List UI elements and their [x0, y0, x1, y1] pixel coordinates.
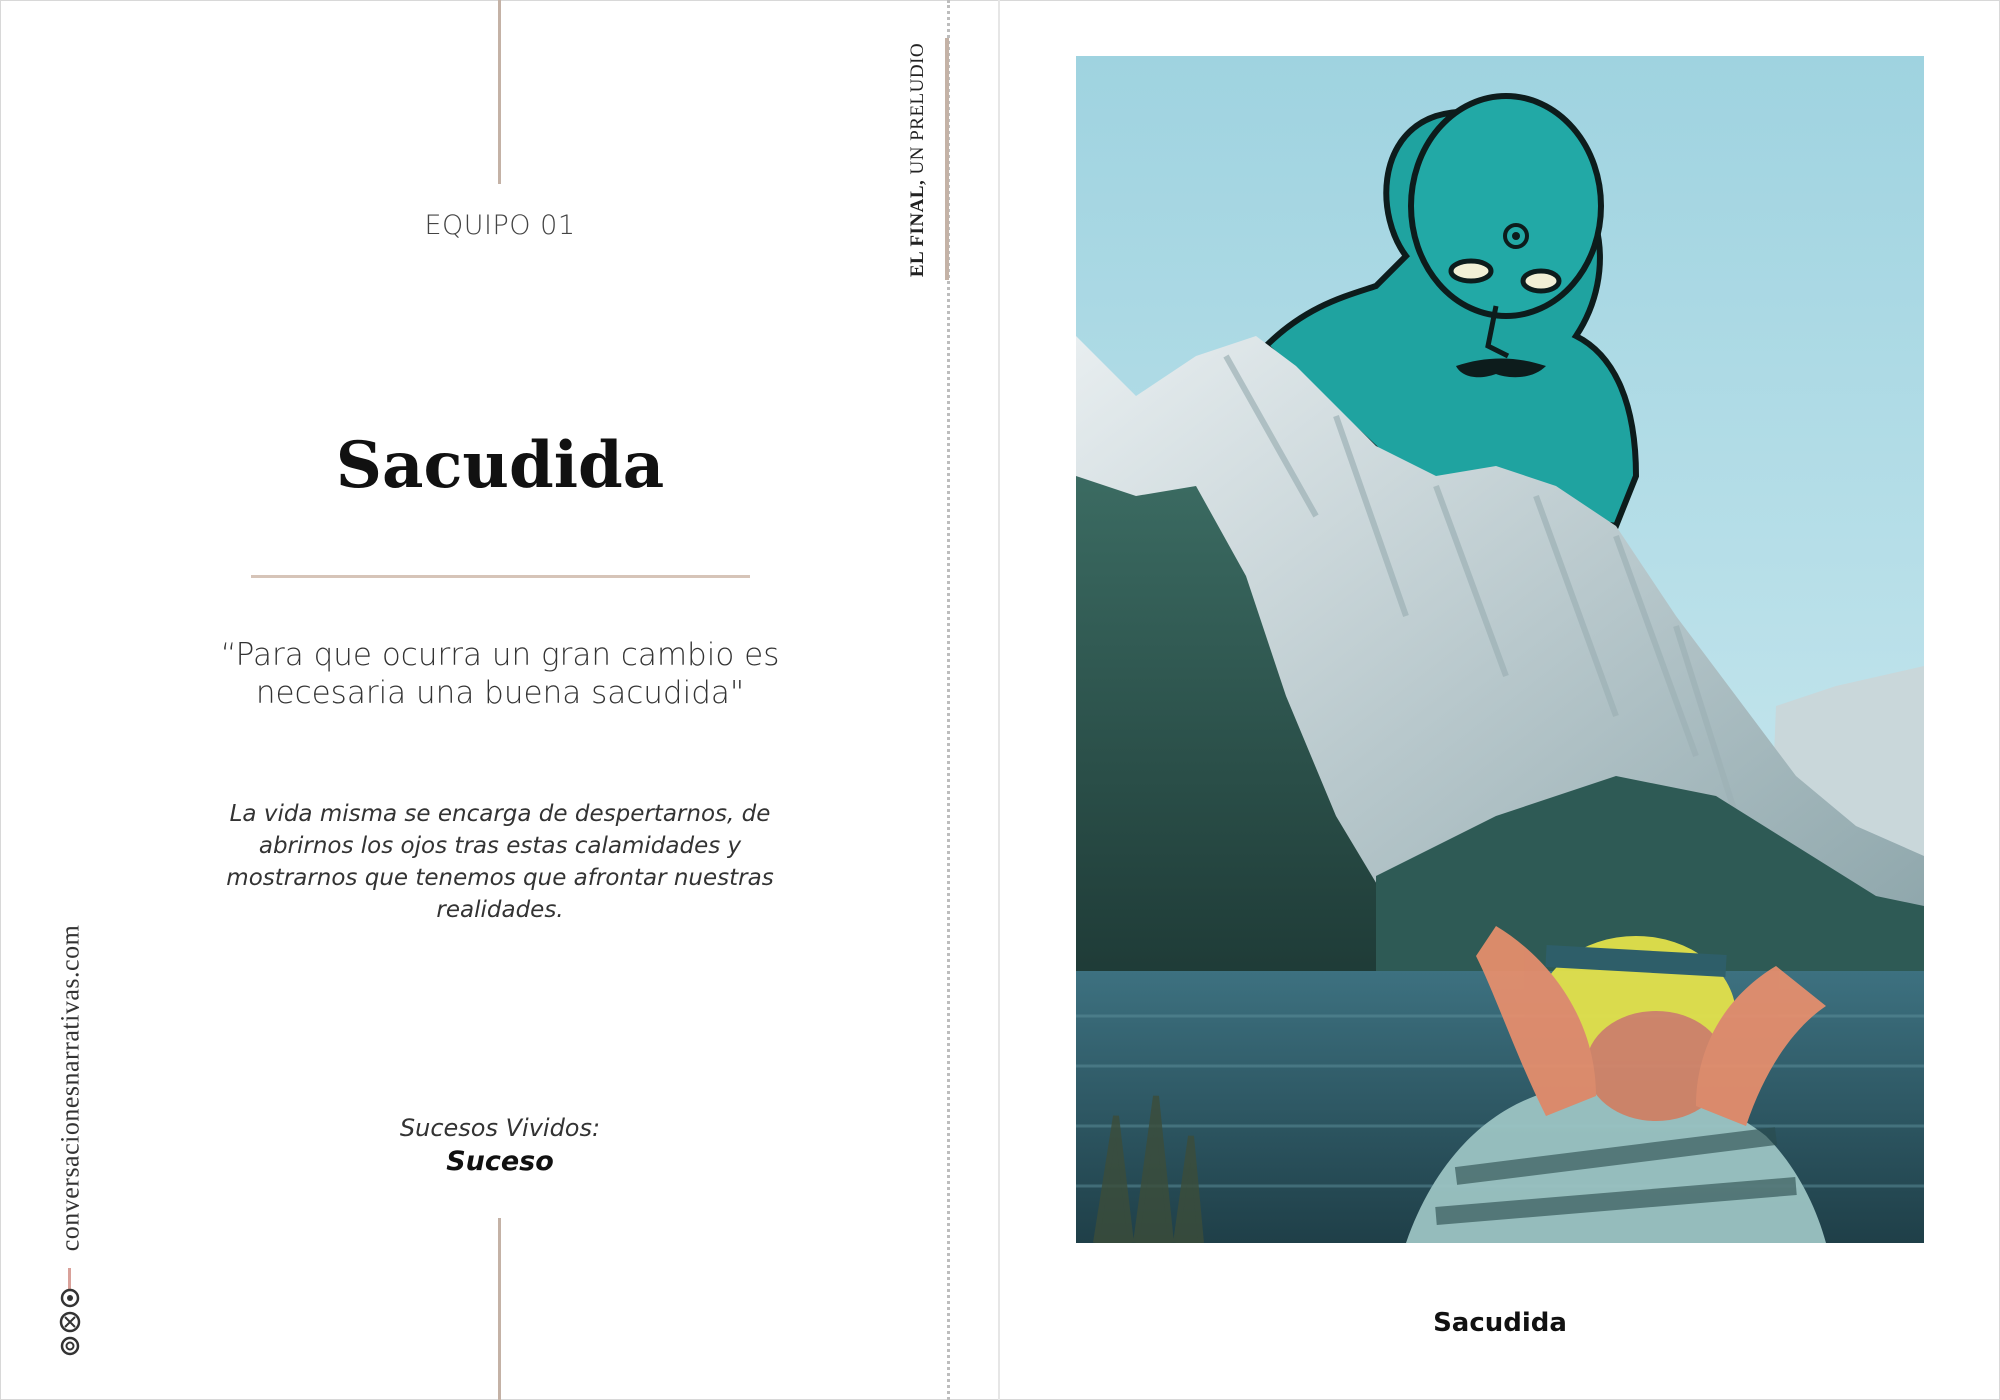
website-text: conversacionesnarrativas.com: [55, 924, 84, 1251]
website-vertical: [40, 910, 100, 1265]
spine-title: [888, 40, 948, 280]
title-underline: [251, 575, 750, 578]
website-separator: [68, 1268, 71, 1290]
right-card: [1000, 0, 2000, 1400]
card-quote: “Para que ocurra un gran cambio es necesaria una buena sacudida": [220, 637, 780, 711]
spine-title-bold: EL FINAL,: [907, 179, 928, 278]
artwork-caption: Sacudida: [1433, 1308, 1567, 1338]
events-value: Suceso: [446, 1146, 554, 1177]
team-label: EQUIPO 01: [424, 210, 576, 241]
top-divider-line: [498, 0, 501, 184]
spine-title-regular: UN PRELUDIO: [907, 42, 928, 180]
triple-ring-logo-icon: [56, 1288, 84, 1356]
card-title: Sacudida: [335, 428, 665, 503]
bottom-divider-line: [498, 1218, 501, 1400]
mountain-collage-illustration: [1076, 56, 1924, 1243]
events-label: Sucesos Vividos:: [399, 1114, 601, 1142]
card-description: La vida misma se encarga de despertarnos, de abrirnos los ojos tras estas calamidades y mostrarnos que tenemos que afrontar nuestras realidades.: [226, 801, 774, 923]
